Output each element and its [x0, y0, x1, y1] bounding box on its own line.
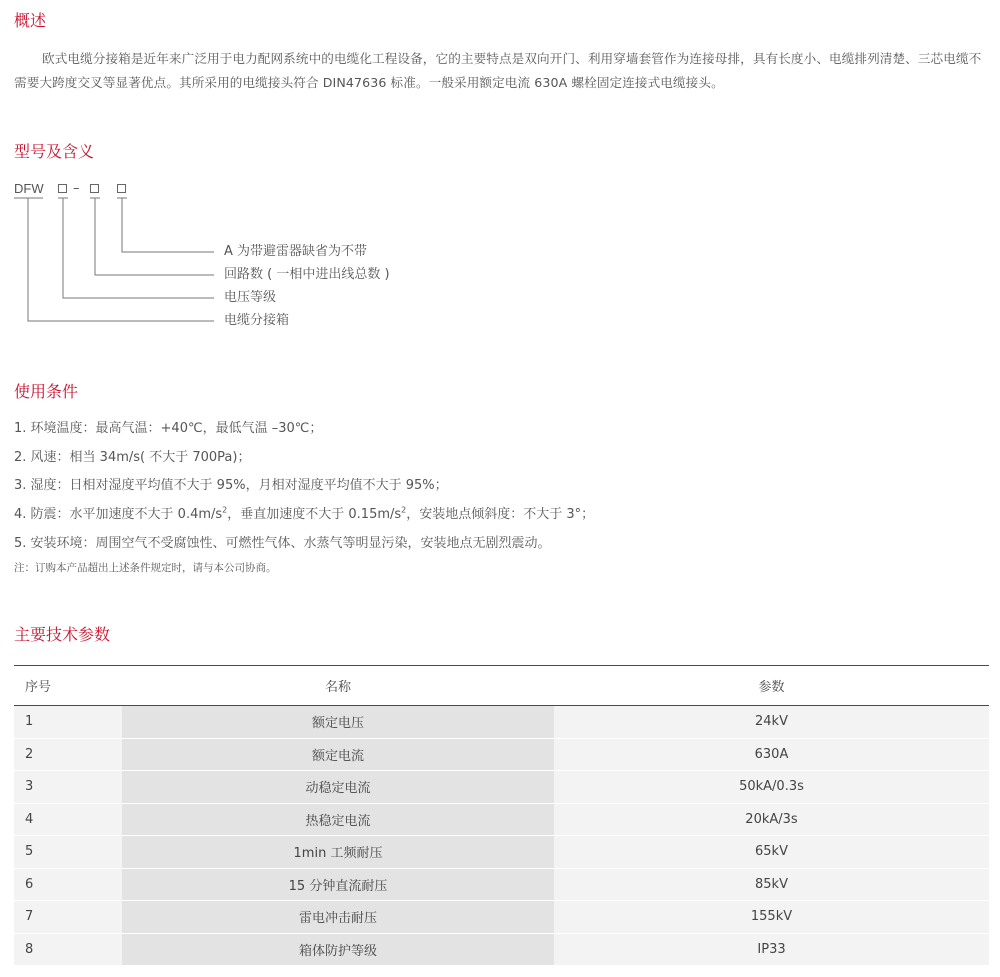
table-row [14, 933, 989, 966]
table-header-row [14, 666, 989, 706]
seismic-text-3: ，安装地点倾斜度：不大于 3°； [406, 507, 595, 522]
row-number: 6 [14, 868, 122, 901]
row-name: 热稳定电流 [122, 803, 554, 836]
row-name: 额定电流 [122, 738, 554, 771]
seismic-text-1: 4. 防震：水平加速度不大于 0.4m/s [14, 507, 223, 522]
table-row [14, 836, 989, 869]
seismic-text-2: ，垂直加速度不大于 0.15m/s [227, 507, 402, 522]
model-heading: 型号及含义 [14, 142, 95, 161]
row-number: 2 [14, 738, 122, 771]
leader-line-cable-box [14, 198, 214, 321]
condition-item-environment: 5. 安装环境：周围空气不受腐蚀性、可燃性气体、水蒸气等明显污染，安装地点无剧烈震动。 [14, 536, 551, 551]
table-row [14, 738, 989, 771]
overview-paragraph: 欧式电缆分接箱是近年来广泛用于电力配网系统中的电缆化工程设备，它的主要特点是双向开门、利用穿墙套管作为连接母排，具有长度小、电缆排列清楚、三芯电缆不需要大跨度交叉等显著优点。其所采用的电缆接头符合 DIN47636 标准。一般采用额定电流 630A 螺栓固定连接式电缆接头。 [14, 51, 982, 90]
row-name: 15 分钟直流耐压 [122, 868, 554, 901]
model-code-prefix: DFW [14, 181, 44, 196]
conditions-heading: 使用条件 [14, 382, 79, 401]
row-number: 4 [14, 803, 122, 836]
label-circuits: 回路数 ( 一相中进出线总数 ) [224, 267, 390, 282]
row-value: 85kV [554, 868, 989, 901]
row-value: 630A [554, 738, 989, 771]
parameters-table [14, 665, 989, 966]
row-value: 24kV [554, 706, 989, 739]
seismic-sup-1: 2 [222, 505, 228, 515]
label-arrester: A 为带避雷器缺省为不带 [224, 244, 368, 259]
table-row [14, 706, 989, 739]
table-row [14, 803, 989, 836]
row-number: 3 [14, 771, 122, 804]
table-row [14, 868, 989, 901]
condition-item-humidity: 3. 湿度：日相对湿度平均值不大于 95%，月相对湿度平均值不大于 95%； [14, 478, 448, 493]
model-code-dash: – [73, 181, 80, 196]
row-value: 155kV [554, 901, 989, 934]
row-name: 雷电冲击耐压 [122, 901, 554, 934]
leader-line-circuits [90, 198, 214, 275]
condition-item-wind: 2. 风速：相当 34m/s( 不大于 700Pa)； [14, 450, 251, 465]
condition-item-seismic [14, 506, 594, 524]
row-value: IP33 [554, 933, 989, 966]
label-cable-box: 电缆分接箱 [224, 313, 290, 328]
table-row [14, 901, 989, 934]
model-diagram-lines [0, 0, 420, 340]
parameters-heading: 主要技术参数 [14, 625, 111, 644]
conditions-note: 注：订购本产品超出上述条件规定时，请与本公司协商。 [14, 562, 277, 574]
row-number: 1 [14, 706, 122, 739]
overview-heading: 概述 [14, 11, 47, 30]
row-name: 动稳定电流 [122, 771, 554, 804]
column-header-name: 名称 [122, 666, 554, 706]
table-row [14, 771, 989, 804]
row-value: 65kV [554, 836, 989, 869]
seismic-sup-2: 2 [401, 505, 407, 515]
row-number: 5 [14, 836, 122, 869]
leader-line-arrester [117, 198, 214, 252]
row-name: 1min 工频耐压 [122, 836, 554, 869]
condition-item-temperature: 1. 环境温度：最高气温：+40℃，最低气温 –30℃； [14, 421, 323, 436]
row-value: 50kA/0.3s [554, 771, 989, 804]
row-number: 7 [14, 901, 122, 934]
row-value: 20kA/3s [554, 803, 989, 836]
row-name: 额定电压 [122, 706, 554, 739]
column-header-value: 参数 [554, 666, 989, 706]
column-header-number: 序号 [14, 666, 122, 706]
row-name: 箱体防护等级 [122, 933, 554, 966]
row-number: 8 [14, 933, 122, 966]
leader-line-voltage [58, 198, 214, 298]
label-voltage-level: 电压等级 [224, 290, 277, 305]
